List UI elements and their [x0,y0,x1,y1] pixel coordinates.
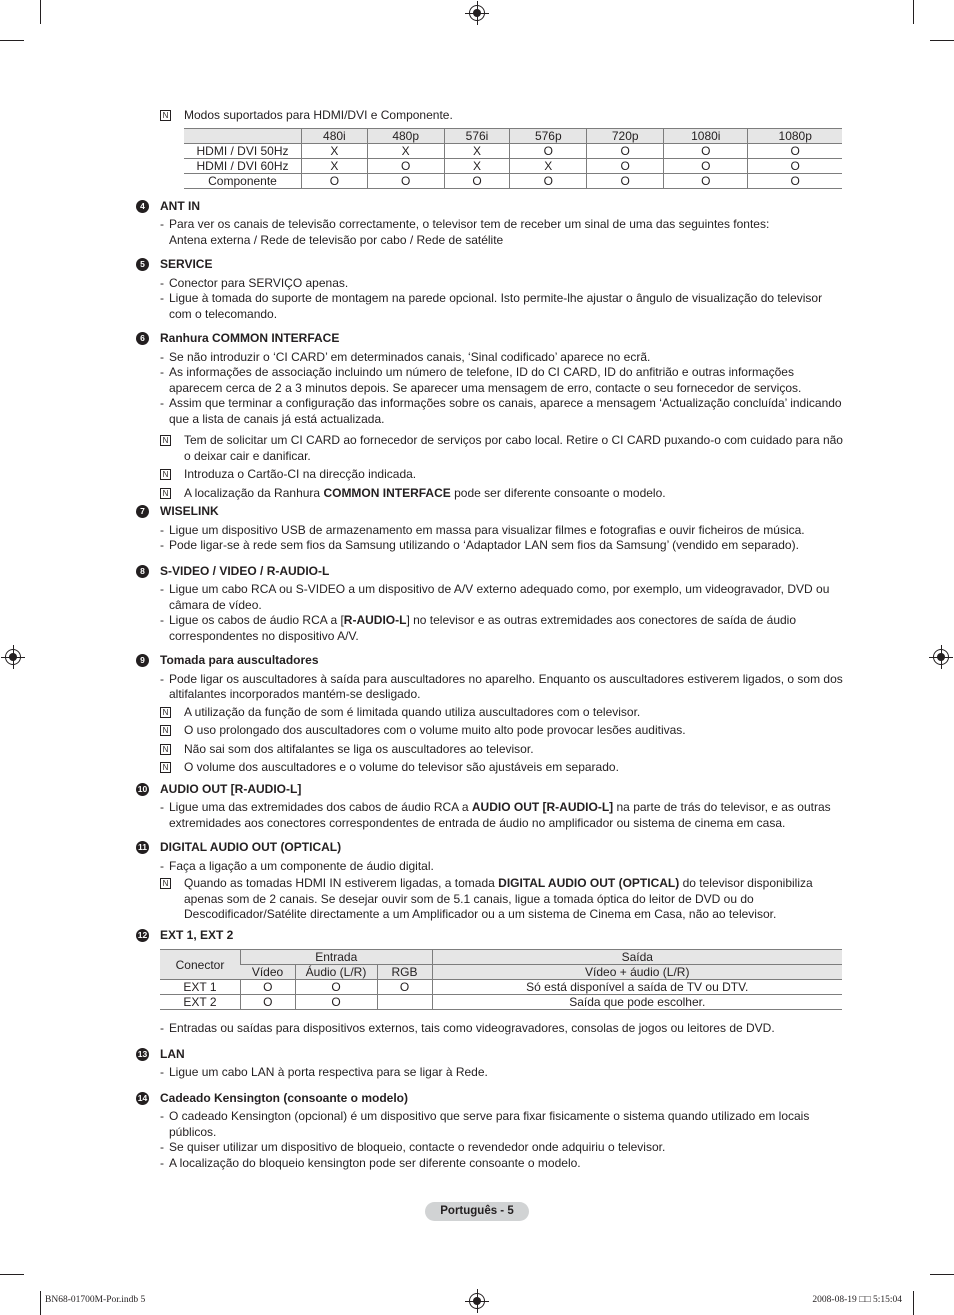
table-header-cell: Vídeo + áudio (L/R) [432,965,842,980]
section-title: Tomada para auscultadores [160,653,319,667]
table-cell: X [302,158,368,173]
table-header-cell: 576p [510,128,587,143]
section-heading [136,257,844,273]
list-item [136,217,844,248]
table-cell: O [367,173,444,188]
list-item: - Entradas ou saídas para dispositivos externos, tais como videogravadores, consolas de jogos ou leitores de DVD. [136,1021,844,1037]
note-icon: N [160,435,171,446]
table-header-row [184,128,842,143]
table-cell: HDMI / DVI 60Hz [184,158,302,173]
note-text: Não sai som dos altifalantes se liga os auscultadores ao televisor. [184,741,534,756]
section-number: 5 [136,258,149,271]
note-icon: N [160,725,171,736]
table-cell: O [587,173,664,188]
table-cell: O [510,143,587,158]
section-heading [136,504,844,520]
section-title: Cadeado Kensington (consoante o modelo) [160,1090,409,1105]
table-header-cell: 480p [367,128,444,143]
note-text: Introduza o Cartão-CI na direcção indicada. [184,467,417,481]
table-header-cell: Áudio (L/R) [295,965,377,980]
table-header-cell: 480i [302,128,368,143]
bullet-text: Ligue uma das extremidades dos cabos de áudio RCA a [169,800,472,814]
note-icon: N [160,762,171,773]
table-header-cell: Saída [432,950,842,965]
modes-note: Modos suportados para HDMI/DVI e Componente. [184,108,453,122]
table-cell: O [295,995,377,1010]
table-cell: O [664,158,748,173]
note [136,742,844,758]
note-icon: N [160,469,171,480]
table-cell: O [367,158,444,173]
registration-mark-icon [933,649,949,665]
list-item: - Conector para SERVIÇO apenas. [136,276,844,292]
section-number: 10 [137,783,148,794]
table-cell: X [302,143,368,158]
list-item: - Pode ligar os auscultadores à saída para auscultadores no aparelho. Enquanto os auscultadores estiverem ligados, o som dos altifalantes incorporados mantém-se desligado. [136,672,844,703]
list-item [136,800,844,831]
note-text: Tem de solicitar um CI CARD ao fornecedor de serviços por cabo local. Retire o CI CARD puxando-o com cuidado para não o deixar cair e danificar. [184,433,843,463]
crop-mark [0,40,24,41]
section-title: Ranhura COMMON INTERFACE [160,331,340,345]
section-number: 12 [137,929,148,940]
section-number: 14 [137,1092,148,1103]
imprint-date: 2008-08-19 □□ 5:15:04 [812,1295,902,1305]
modes-table [184,128,842,189]
table-row [184,158,842,173]
table-header-cell: 720p [587,128,664,143]
table-header-cell: 1080p [748,128,842,143]
imprint-file: BN68-01700M-Por.indb 5 [45,1295,146,1305]
note [136,467,844,483]
section-number: 6 [136,332,149,345]
list-item: - As informações de associação incluindo um número de telefone, ID do CI CARD, ID do anfitrião e outras informações aparecem cerca de 2 a 3 minutos depois. Se aparecer uma mensagem de erro, contacte o seu fornecedor de serviços. [136,365,844,396]
page-content [136,108,844,1171]
bullet-text: Para ver os canais de televisão correctamente, o televisor tem de receber um sinal de uma das seguintes fontes: [169,217,770,231]
table-cell: O [748,173,842,188]
bullet-text: na parte de trás do televisor, e as outras extremidades aos conectores correspondentes de entrada de áudio no amplificador ou sistema de cinema em casa. [169,800,831,830]
table-cell: Componente [184,173,302,188]
section-heading [136,1047,844,1063]
table-cell: O [587,143,664,158]
registration-mark-icon [5,649,21,665]
table-header-cell: Vídeo [241,965,296,980]
section-title: AUDIO OUT [R-AUDIO-L] [160,781,302,796]
section-heading [136,564,844,580]
table-cell: Só está disponível a saída de TV ou DTV. [432,980,842,995]
section-heading [136,331,844,347]
list-item: - Pode ligar-se à rede sem fios da Samsung utilizando o ‘Adaptador LAN sem fios da Samsung’ (vendido em separado). [136,538,844,554]
table-row [184,173,842,188]
note-icon: N [160,878,171,889]
ext-table [160,949,842,1010]
note-bold-text: COMMON INTERFACE [323,485,451,500]
table-cell: EXT 2 [160,995,241,1010]
note-text: O uso prolongado dos auscultadores com o volume muito alto pode provocar lesões auditivas. [184,723,686,737]
crop-mark [913,0,914,24]
table-cell: O [377,980,432,995]
table-cell: O [241,995,296,1010]
section-number: 4 [136,200,149,213]
section-heading [136,782,844,798]
table-cell: X [444,158,510,173]
bullet-text: ] no televisor e as outras extremidades aos conectores de saída de áudio correspondentes no dispositivo A/V. [169,613,797,643]
bullet-bold-text: R-AUDIO-L [343,613,407,627]
table-header-cell: Conector [160,950,241,980]
table-cell: O [664,143,748,158]
table-cell: O [664,173,748,188]
crop-mark [930,1274,954,1275]
note-icon: N [160,707,171,718]
list-item: - Se quiser utilizar um dispositivo de bloqueio, contacte o revendedor onde adquiriu o televisor. [136,1140,844,1156]
section-number: 11 [138,842,147,852]
section-heading [136,199,844,215]
table-header-cell: Entrada [241,950,433,965]
table-header-cell: 1080i [664,128,748,143]
note-text: do televisor disponibiliza apenas som de 2 canais. Se desejar ouvir som de 5.1 canais, ligue a tomada óptica do leitor de DVD ou do Descodificador/Satélite directamente a um Amplificador ou a um sistema de Cinema em Casa, não ao televisor. [184,876,813,921]
note-bold-text: DIGITAL AUDIO OUT (OPTICAL) [498,876,680,890]
table-cell: HDMI / DVI 50Hz [184,143,302,158]
list-item: - Ligue à tomada do suporte de montagem na parede opcional. Isto permite-lhe ajustar o ângulo de visualização do televisor com o telecomando. [136,291,844,322]
section-number: 13 [137,1048,148,1059]
table-cell: O [241,980,296,995]
section-title: SERVICE [160,257,213,271]
note [136,486,844,502]
table-cell: O [748,158,842,173]
table-cell: X [367,143,444,158]
note [136,760,844,776]
table-cell: X [510,158,587,173]
list-item [136,613,844,644]
table-cell: Saída que pode escolher. [432,995,842,1010]
note-text: O volume dos auscultadores e o volume do televisor são ajustáveis em separado. [184,760,619,774]
list-item: - Assim que terminar a configuração das informações sobre os canais, aparece a mensagem ‘Actualização concluída’ indicando que a lista de canais já está actualizada. [136,396,844,427]
crop-mark [40,1291,41,1315]
note-icon: N [160,744,171,755]
note-text: A localização da Ranhura [184,485,324,500]
table-header-row [160,965,842,980]
section-title: ANT IN [160,198,200,213]
crop-mark [40,0,41,24]
list-item: - O cadeado Kensington (opcional) é um dispositivo que serve para fixar fisicamente o sistema quando utilizado em locais públicos. [136,1109,844,1140]
section-number: 9 [136,654,149,667]
note [136,705,844,721]
crop-mark [930,40,954,41]
list-item: - Ligue um cabo LAN à porta respectiva para se ligar à Rede. [136,1065,844,1081]
section-heading [136,1091,844,1107]
list-item: - Faça a ligação a um componente de áudio digital. [136,859,844,875]
bullet-text: Antena externa / Rede de televisão por cabo / Rede de satélite [169,232,504,247]
note-text: A utilização da função de som é limitada quando utiliza auscultadores com o televisor. [184,704,641,719]
note-text: Quando as tomadas HDMI IN estiverem ligadas, a tomada [184,876,499,890]
note-icon: N [160,110,171,121]
table-cell: EXT 1 [160,980,241,995]
list-item: - A localização do bloqueio kensington pode ser diferente consoante o modelo. [136,1156,844,1172]
section-title: WISELINK [160,504,219,518]
table-row [184,143,842,158]
table-cell: O [748,143,842,158]
note [136,108,844,124]
note [136,723,844,739]
table-row [160,980,842,995]
page-number-badge: Português - 5 [425,1202,529,1221]
table-cell: X [444,143,510,158]
crop-mark [0,1274,24,1275]
table-header-cell: RGB [377,965,432,980]
registration-mark-icon [469,1293,485,1309]
section-title: EXT 1, EXT 2 [160,927,234,942]
table-cell: O [510,173,587,188]
note [136,876,844,923]
section-title: S-VIDEO / VIDEO / R-AUDIO-L [160,563,330,578]
table-cell: O [587,158,664,173]
crop-mark [913,1291,914,1315]
section-number: 8 [136,565,149,578]
table-header-row [160,950,842,965]
note [136,433,844,464]
section-number: 7 [136,505,149,518]
list-item: - Ligue um dispositivo USB de armazenamento em massa para visualizar filmes e fotografias e ouvir ficheiros de música. [136,523,844,539]
section-heading [136,928,844,944]
table-cell [377,995,432,1010]
table-cell [184,128,302,143]
section-title: DIGITAL AUDIO OUT (OPTICAL) [160,840,342,854]
list-item: - Ligue um cabo RCA ou S-VIDEO a um dispositivo de A/V externo adequado como, por exemplo, um videogravador, DVD ou câmara de vídeo. [136,582,844,613]
table-header-cell: 576i [444,128,510,143]
section-heading [136,653,844,669]
table-cell: O [295,980,377,995]
table-cell: O [444,173,510,188]
note-icon: N [160,488,171,499]
section-title: LAN [160,1046,185,1061]
table-row [160,995,842,1010]
bullet-bold-text: AUDIO OUT [R-AUDIO-L] [471,800,614,814]
list-item: - Se não introduzir o ‘CI CARD’ em determinados canais, ‘Sinal codificado’ aparece no ecrã. [136,350,844,366]
note-text: pode ser diferente consoante o modelo. [450,485,666,500]
bullet-text: Ligue os cabos de áudio RCA a [ [169,613,344,627]
registration-mark-icon [469,5,485,21]
table-cell: O [302,173,368,188]
section-heading [136,840,844,856]
